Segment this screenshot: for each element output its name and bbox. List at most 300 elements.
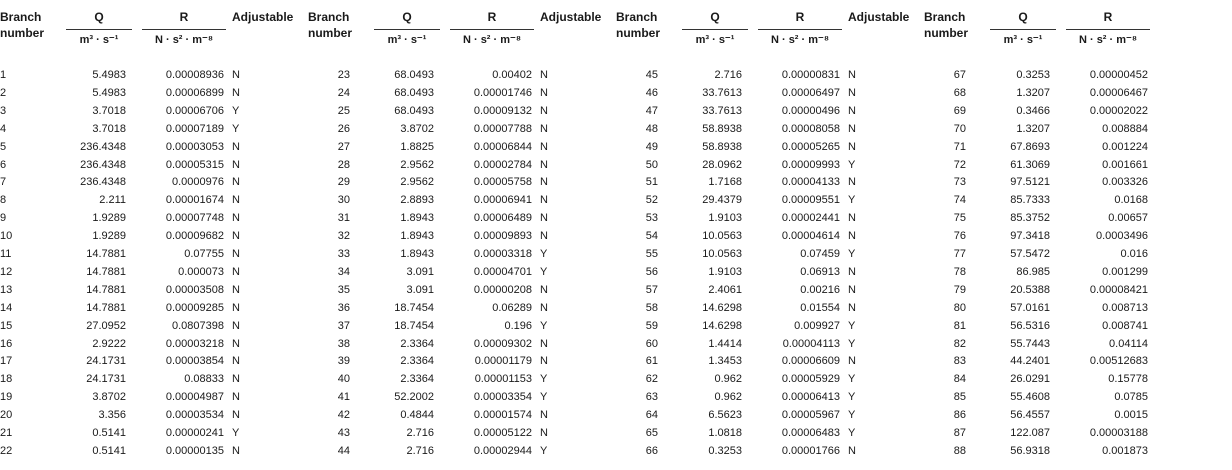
cell-branch-number: 58: [645, 301, 658, 314]
table-row: [616, 264, 924, 280]
table-row: [924, 228, 1232, 244]
cell-branch-number: 16: [0, 337, 13, 350]
table-row: [616, 210, 924, 226]
cell-r: 0.00001746: [473, 86, 532, 99]
cell-q: 0.3466: [1016, 104, 1050, 117]
cell-branch-number: 15: [0, 319, 13, 332]
cell-q: 68.0493: [394, 86, 434, 99]
cell-q: 3.8702: [400, 122, 434, 135]
table-row: [308, 67, 616, 83]
header-q-unit: m³ · s⁻¹: [1003, 34, 1043, 46]
table-row: [308, 425, 616, 441]
cell-branch-number: 59: [645, 319, 658, 332]
cell-r: 0.00006706: [165, 104, 224, 117]
cell-q: 57.5472: [1010, 248, 1050, 260]
cell-branch-number: 80: [953, 301, 966, 314]
cell-adjustable: Y: [540, 373, 548, 386]
cell-q: 1.9289: [92, 212, 126, 225]
cell-adjustable: N: [232, 301, 240, 314]
table-row: [616, 318, 924, 334]
cell-q: 1.9289: [92, 230, 126, 243]
cell-adjustable: N: [232, 319, 240, 332]
cell-r: 0.00005315: [165, 158, 224, 171]
cell-r: 0.001873: [1102, 444, 1148, 457]
cell-r: 0.00008936: [165, 69, 224, 81]
cell-adjustable: N: [540, 283, 548, 296]
cell-r: 0.00009682: [165, 230, 224, 243]
table-row: [0, 407, 308, 423]
cell-branch-number: 88: [953, 444, 966, 457]
cell-branch-number: 25: [337, 104, 350, 117]
cell-q: 3.7018: [92, 122, 126, 135]
cell-q: 55.4608: [1010, 391, 1050, 404]
cell-q: 14.7881: [86, 265, 126, 278]
cell-branch-number: 60: [645, 337, 658, 350]
table-row: [924, 407, 1232, 423]
cell-q: 55.7443: [1010, 337, 1050, 350]
cell-adjustable: N: [540, 194, 548, 207]
cell-r: 0.00009551: [781, 194, 840, 207]
table-row: [308, 318, 616, 334]
cell-branch-number: 53: [645, 212, 658, 225]
cell-r: 0.0000976: [172, 176, 224, 189]
cell-r: 0.00402: [492, 69, 532, 81]
cell-adjustable: N: [848, 69, 856, 81]
cell-branch-number: 45: [645, 69, 658, 81]
cell-r: 0.06913: [800, 265, 840, 278]
cell-r: 0.00004701: [473, 265, 532, 278]
header-branch-number: Branch number: [308, 10, 353, 40]
cell-r: 0.001299: [1102, 265, 1148, 278]
cell-adjustable: N: [232, 373, 240, 386]
cell-branch-number: 50: [645, 158, 658, 171]
cell-adjustable: N: [232, 230, 240, 243]
cell-r: 0.07755: [184, 248, 224, 260]
header-q: Q: [1018, 10, 1028, 24]
cell-q: 1.0818: [708, 427, 742, 439]
cell-r: 0.00003354: [473, 391, 532, 404]
cell-q: 29.4379: [702, 194, 742, 207]
cell-branch-number: 5: [0, 140, 7, 153]
table-row: [616, 157, 924, 173]
cell-branch-number: 79: [953, 283, 966, 296]
cell-branch-number: 82: [953, 337, 966, 350]
cell-adjustable: N: [540, 355, 548, 368]
cell-r: 0.196: [504, 319, 532, 332]
cell-q: 33.7613: [702, 86, 742, 99]
cell-adjustable: N: [848, 444, 856, 457]
cell-branch-number: 4: [0, 122, 7, 135]
cell-branch-number: 24: [337, 86, 350, 99]
cell-adjustable: N: [848, 265, 856, 278]
cell-branch-number: 28: [337, 158, 350, 171]
table-row: [308, 389, 616, 405]
cell-adjustable: N: [540, 230, 548, 243]
cell-r: 0.00001153: [474, 373, 532, 386]
cell-r: 0.04114: [1109, 337, 1148, 350]
cell-branch-number: 83: [953, 355, 966, 368]
header-q: Q: [94, 10, 104, 24]
cell-branch-number: 26: [337, 122, 350, 135]
cell-r: 0.00006899: [165, 86, 224, 99]
cell-q: 2.8893: [400, 194, 434, 207]
cell-branch-number: 27: [337, 140, 350, 153]
cell-q: 2.9222: [92, 337, 126, 350]
table-row: [924, 67, 1232, 83]
table-row: [924, 157, 1232, 173]
cell-r: 0.00001574: [473, 409, 532, 422]
cell-r: 0.001224: [1102, 140, 1148, 153]
cell-q: 18.7454: [394, 319, 434, 332]
table-row: [0, 336, 308, 352]
cell-branch-number: 49: [645, 140, 658, 153]
cell-branch-number: 62: [645, 373, 658, 386]
table-row: [0, 228, 308, 244]
cell-branch-number: 42: [337, 409, 350, 422]
cell-branch-number: 17: [0, 355, 13, 368]
cell-q: 1.3207: [1016, 122, 1050, 135]
cell-r: 0.00009993: [781, 158, 840, 171]
table-row: [0, 353, 308, 369]
cell-q: 1.3453: [708, 355, 742, 368]
cell-q: 58.8938: [702, 122, 742, 135]
table-row: [0, 85, 308, 101]
cell-branch-number: 51: [645, 176, 658, 189]
cell-branch-number: 74: [953, 194, 966, 207]
cell-adjustable: Y: [540, 265, 548, 278]
cell-r: 0.00006844: [473, 140, 532, 153]
cell-q: 18.7454: [394, 301, 434, 314]
cell-q: 1.8943: [400, 248, 434, 260]
table-row: [616, 85, 924, 101]
cell-branch-number: 63: [645, 391, 658, 404]
cell-r: 0.001661: [1102, 158, 1148, 171]
table-row: [616, 425, 924, 441]
cell-q: 56.5316: [1010, 319, 1050, 332]
table-row: [308, 210, 616, 226]
cell-branch-number: 22: [0, 444, 13, 457]
header-branch-number: Branch number: [924, 10, 969, 40]
cell-q: 3.356: [98, 409, 126, 422]
cell-adjustable: Y: [848, 391, 856, 404]
cell-adjustable: N: [848, 230, 856, 243]
cell-r: 0.06289: [492, 301, 532, 314]
cell-r: 0.00003854: [165, 355, 224, 368]
cell-r: 0.00000208: [473, 283, 532, 296]
cell-q: 10.0563: [702, 248, 742, 260]
cell-adjustable: Y: [848, 427, 856, 439]
cell-q: 97.5121: [1010, 176, 1050, 189]
cell-r: 0.008713: [1102, 301, 1148, 314]
cell-branch-number: 36: [337, 301, 350, 314]
header-r-unit: N · s² · m⁻⁸: [462, 34, 522, 46]
table-row: [616, 336, 924, 352]
table-row: [308, 371, 616, 387]
cell-branch-number: 10: [0, 230, 13, 243]
cell-branch-number: 70: [953, 122, 966, 135]
header-r-unit: N · s² · m⁻⁸: [154, 34, 214, 46]
cell-adjustable: N: [232, 212, 240, 225]
cell-r: 0.00002441: [781, 212, 840, 225]
cell-adjustable: Y: [540, 248, 548, 260]
cell-branch-number: 68: [953, 86, 966, 99]
table-row: [924, 121, 1232, 137]
cell-branch-number: 8: [0, 194, 7, 207]
cell-branch-number: 29: [337, 176, 350, 189]
cell-r: 0.00001674: [165, 194, 224, 207]
table-row: [924, 210, 1232, 226]
cell-branch-number: 9: [0, 212, 7, 225]
cell-r: 0.016: [1120, 248, 1148, 260]
cell-q: 2.9562: [400, 176, 434, 189]
table-row: [924, 103, 1232, 119]
cell-adjustable: N: [232, 409, 240, 422]
cell-q: 1.8825: [400, 140, 434, 153]
table-row: [308, 282, 616, 298]
cell-adjustable: N: [848, 122, 856, 135]
header-r: R: [179, 10, 189, 24]
cell-q: 0.4844: [400, 409, 434, 422]
cell-r: 0.00005122: [473, 427, 532, 439]
cell-q: 1.9103: [708, 212, 742, 225]
cell-r: 0.00005967: [781, 409, 840, 422]
cell-adjustable: N: [540, 140, 548, 153]
header-q: Q: [710, 10, 720, 24]
table-row: [924, 425, 1232, 441]
cell-branch-number: 61: [645, 355, 658, 368]
header-q-unit: m³ · s⁻¹: [79, 34, 119, 46]
cell-q: 122.087: [1010, 427, 1050, 439]
table-row: [0, 192, 308, 208]
cell-r: 0.00002944: [473, 444, 532, 457]
table-row: [308, 121, 616, 137]
cell-q: 3.7018: [92, 104, 126, 117]
cell-adjustable: N: [540, 212, 548, 225]
cell-q: 2.9562: [400, 158, 434, 171]
cell-r: 0.00004133: [781, 176, 840, 189]
cell-r: 0.00004614: [781, 230, 840, 243]
cell-r: 0.00000496: [781, 104, 840, 117]
table-row: [0, 389, 308, 405]
cell-adjustable: N: [232, 69, 240, 81]
table-row: [308, 300, 616, 316]
cell-adjustable: N: [232, 391, 240, 404]
table-row: [0, 174, 308, 190]
table-row: [0, 264, 308, 280]
cell-q: 14.6298: [702, 301, 742, 314]
table-row: [308, 103, 616, 119]
header-q-rule: [374, 29, 440, 30]
table-row: [0, 425, 308, 441]
cell-q: 85.3752: [1010, 212, 1050, 225]
cell-branch-number: 35: [337, 283, 350, 296]
cell-q: 26.0291: [1010, 373, 1050, 386]
cell-r: 0.008741: [1102, 319, 1148, 332]
cell-adjustable: N: [232, 194, 240, 207]
cell-branch-number: 11: [0, 248, 12, 260]
cell-q: 44.2401: [1010, 355, 1050, 368]
cell-adjustable: N: [540, 122, 548, 135]
table-row: [924, 174, 1232, 190]
table-row: [308, 443, 616, 459]
cell-q: 61.3069: [1010, 158, 1050, 171]
cell-adjustable: Y: [540, 444, 548, 457]
cell-adjustable: N: [848, 283, 856, 296]
header-q-unit: m³ · s⁻¹: [695, 34, 735, 46]
cell-r: 0.00008421: [1089, 283, 1148, 296]
cell-adjustable: Y: [848, 319, 856, 332]
cell-branch-number: 18: [0, 373, 13, 386]
cell-q: 2.3364: [400, 337, 434, 350]
table-row: [924, 336, 1232, 352]
cell-q: 27.0952: [86, 319, 126, 332]
table-row: [924, 389, 1232, 405]
table-row: [0, 443, 308, 459]
cell-q: 2.211: [99, 194, 126, 207]
cell-r: 0.15778: [1108, 373, 1148, 386]
cell-q: 0.5141: [92, 427, 126, 439]
cell-q: 1.3207: [1016, 86, 1050, 99]
table-row: [616, 443, 924, 459]
cell-branch-number: 12: [0, 265, 13, 278]
cell-r: 0.00002022: [1089, 104, 1148, 117]
table-row: [616, 407, 924, 423]
cell-q: 2.4061: [708, 283, 742, 296]
cell-branch-number: 31: [337, 212, 350, 225]
cell-q: 24.1731: [86, 355, 126, 368]
cell-r: 0.008884: [1102, 122, 1148, 135]
cell-r: 0.00009285: [165, 301, 224, 314]
cell-q: 2.3364: [400, 373, 434, 386]
cell-branch-number: 72: [953, 158, 966, 171]
cell-adjustable: Y: [232, 427, 240, 439]
table-row: [0, 282, 308, 298]
cell-branch-number: 57: [645, 283, 658, 296]
cell-adjustable: N: [232, 158, 240, 171]
header-r: R: [1103, 10, 1113, 24]
table-row: [0, 139, 308, 155]
cell-branch-number: 20: [0, 409, 13, 422]
cell-q: 1.8943: [400, 212, 434, 225]
cell-r: 0.00006483: [781, 427, 840, 439]
cell-q: 0.962: [714, 373, 742, 386]
cell-adjustable: N: [540, 104, 548, 117]
cell-branch-number: 33: [337, 248, 350, 260]
table-row: [308, 228, 616, 244]
cell-r: 0.00006413: [781, 391, 840, 404]
cell-q: 68.0493: [394, 69, 434, 81]
table-row: [0, 67, 308, 83]
cell-q: 10.0563: [702, 230, 742, 243]
table-row: [924, 246, 1232, 262]
cell-q: 56.4557: [1010, 409, 1050, 422]
cell-adjustable: Y: [232, 122, 240, 135]
cell-branch-number: 21: [0, 427, 13, 439]
cell-q: 24.1731: [86, 373, 126, 386]
cell-r: 0.00005265: [781, 140, 840, 153]
cell-r: 0.00007788: [473, 122, 532, 135]
cell-adjustable: N: [540, 158, 548, 171]
cell-q: 5.4983: [92, 86, 126, 99]
cell-q: 2.716: [714, 69, 742, 81]
cell-branch-number: 39: [337, 355, 350, 368]
table-row: [616, 389, 924, 405]
cell-branch-number: 38: [337, 337, 350, 350]
table-row: [616, 103, 924, 119]
cell-adjustable: N: [232, 176, 240, 189]
cell-q: 86.985: [1016, 265, 1050, 278]
cell-q: 0.3253: [708, 444, 742, 457]
cell-branch-number: 19: [0, 391, 13, 404]
cell-adjustable: N: [232, 444, 240, 457]
cell-q: 14.7881: [86, 248, 126, 260]
cell-adjustable: Y: [540, 391, 548, 404]
cell-branch-number: 86: [953, 409, 966, 422]
table-row: [924, 139, 1232, 155]
cell-r: 0.000073: [178, 265, 224, 278]
table-row: [924, 85, 1232, 101]
cell-adjustable: Y: [848, 337, 856, 350]
cell-branch-number: 7: [0, 176, 7, 189]
cell-r: 0.0785: [1114, 391, 1148, 404]
header-r-unit: N · s² · m⁻⁸: [770, 34, 830, 46]
cell-r: 0.00003188: [1089, 427, 1148, 439]
cell-branch-number: 65: [645, 427, 658, 439]
cell-r: 0.00000135: [165, 444, 224, 457]
cell-r: 0.00003508: [165, 283, 224, 296]
cell-adjustable: N: [232, 283, 240, 296]
table-row: [308, 353, 616, 369]
cell-r: 0.00001179: [474, 355, 532, 368]
cell-adjustable: N: [848, 140, 856, 153]
table-row: [0, 157, 308, 173]
cell-r: 0.00003218: [165, 337, 224, 350]
cell-branch-number: 30: [337, 194, 350, 207]
cell-q: 20.5388: [1010, 283, 1050, 296]
cell-r: 0.07459: [800, 248, 840, 260]
header-r-rule: [142, 29, 226, 30]
table-row: [924, 318, 1232, 334]
header-adjustable: Adjustable: [848, 10, 910, 24]
cell-adjustable: N: [232, 355, 240, 368]
cell-r: 0.00009302: [473, 337, 532, 350]
table-row: [0, 318, 308, 334]
cell-adjustable: N: [540, 69, 548, 81]
cell-adjustable: N: [232, 265, 240, 278]
cell-q: 236.4348: [80, 158, 126, 171]
cell-branch-number: 48: [645, 122, 658, 135]
cell-q: 52.2002: [394, 391, 434, 404]
cell-branch-number: 23: [337, 69, 350, 81]
table-row: [0, 371, 308, 387]
cell-q: 2.3364: [400, 355, 434, 368]
table-row: [616, 371, 924, 387]
cell-branch-number: 37: [337, 319, 350, 332]
cell-q: 2.716: [406, 427, 434, 439]
header-adjustable: Adjustable: [232, 10, 294, 24]
cell-adjustable: N: [540, 301, 548, 314]
cell-r: 0.00003534: [165, 409, 224, 422]
header-q-unit: m³ · s⁻¹: [387, 34, 427, 46]
table-row: [924, 282, 1232, 298]
table-row: [308, 336, 616, 352]
header-q: Q: [402, 10, 412, 24]
table-row: [616, 139, 924, 155]
table-row: [616, 121, 924, 137]
cell-branch-number: 87: [953, 427, 966, 439]
cell-branch-number: 56: [645, 265, 658, 278]
cell-r: 0.00006489: [473, 212, 532, 225]
